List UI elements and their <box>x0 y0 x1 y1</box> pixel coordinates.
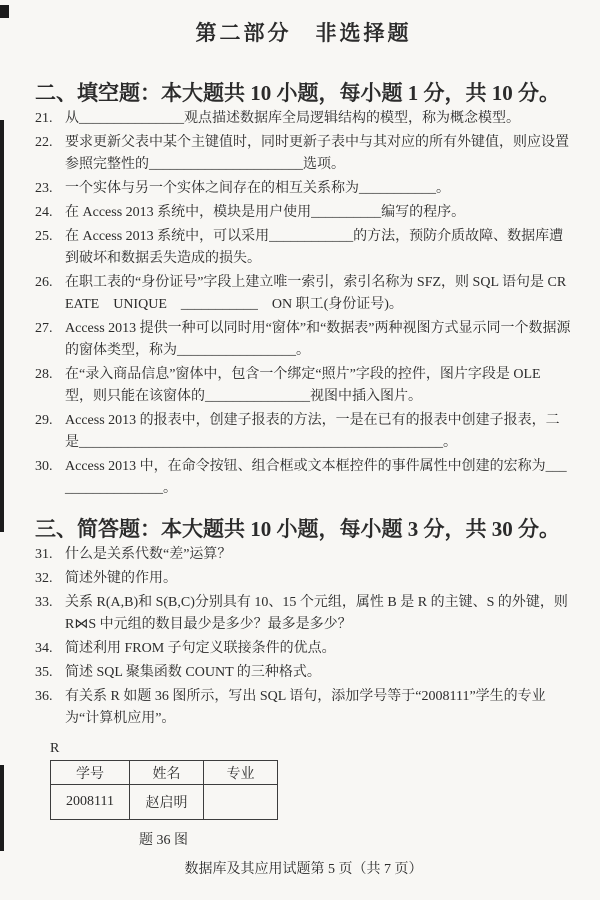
question-number: 33. <box>35 595 53 610</box>
question-31 <box>35 544 572 566</box>
question-text: 简述 SQL 聚集函数 COUNT 的三种格式。 <box>65 665 321 680</box>
column-header-name: 姓名 <box>130 761 204 785</box>
question-29 <box>35 410 572 454</box>
question-number: 27. <box>35 321 53 336</box>
question-text: 从_______________观点描述数据库全局逻辑结构的模型，称为概念模型。 <box>65 111 520 126</box>
question-number: 21. <box>35 111 53 126</box>
question-30 <box>35 456 572 500</box>
relation-name-label: R <box>50 741 60 756</box>
question-number: 26. <box>35 275 53 290</box>
question-35 <box>35 662 572 684</box>
question-text: 简述外键的作用。 <box>65 571 177 586</box>
page-footer: 数据库及其应用试题第 5 页（共 7 页） <box>184 862 423 877</box>
question-34 <box>35 638 572 660</box>
question-number: 28. <box>35 367 53 382</box>
scan-edge-artifact-middle <box>0 120 4 532</box>
question-text: 关系 R(A,B)和 S(B,C)分别具有 10、15 个元组，属性 B 是 R 的主键、S 的外键，则 R⋈S 中元组的数目最少是多少？最多是多少？ <box>65 595 568 632</box>
question-text: 在 Access 2013 系统中，模块是用户使用__________编写的程序。 <box>65 205 466 220</box>
question-text: 一个实体与另一个实体之间存在的相互关系称为___________。 <box>65 181 450 196</box>
table-row <box>51 785 278 820</box>
question-text: 什么是关系代数“差”运算？ <box>65 547 232 562</box>
figure-question-36 <box>50 740 572 850</box>
question-text: 有关系 R 如题 36 图所示，写出 SQL 语句，添加学号等于“2008111”学生的专业为“计算机应用”。 <box>65 689 546 726</box>
cell-name: 赵启明 <box>130 785 204 820</box>
question-27 <box>35 318 572 362</box>
scan-edge-artifact-top <box>0 5 9 18</box>
question-text: 在“录入商品信息”窗体中，包含一个绑定“照片”字段的控件，图片字段是 OLE 型，则只能在该窗体的_______________视图中插入图片。 <box>65 367 541 404</box>
question-number: 34. <box>35 641 53 656</box>
page-title: 第二部分 非选择题 <box>195 21 412 45</box>
question-text: 简述利用 FROM 子句定义联接条件的优点。 <box>65 641 336 656</box>
section-heading-fill-in-blank: 二、填空题：本大题共 10 小题，每小题 1 分，共 10 分。 <box>35 81 560 105</box>
question-text: Access 2013 提供一种可以同时用“窗体”和“数据表”两种视图方式显示同一个数据源的窗体类型，称为_________________。 <box>65 321 571 358</box>
question-28 <box>35 364 572 408</box>
cell-student-id: 2008111 <box>51 785 130 820</box>
short-answer-question-list <box>35 544 572 730</box>
question-text: Access 2013 中，在命令按钮、组合框或文本框控件的事件属性中创建的宏称为_________________。 <box>65 459 567 496</box>
column-header-student-id: 学号 <box>51 761 130 785</box>
question-number: 32. <box>35 571 53 586</box>
question-number: 31. <box>35 547 53 562</box>
question-text: Access 2013 的报表中，创建子报表的方法，一是在已有的报表中创建子报表，二是____________________________________________________。 <box>65 413 560 450</box>
question-number: 22. <box>35 135 53 150</box>
question-number: 29. <box>35 413 53 428</box>
figure-caption: 题 36 图 <box>139 833 188 848</box>
question-21 <box>35 108 572 130</box>
question-36 <box>35 686 572 730</box>
fill-in-blank-question-list <box>35 108 572 500</box>
question-number: 36. <box>35 689 53 704</box>
question-text: 在 Access 2013 系统中，可以采用____________的方法，预防介质故障、数据库遭到破坏和数据丢失造成的损失。 <box>65 229 564 266</box>
question-text: 要求更新父表中某个主键值时，同时更新子表中与其对应的所有外键值，则应设置参照完整性的______________________选项。 <box>65 135 569 172</box>
question-24 <box>35 202 572 224</box>
question-number: 35. <box>35 665 53 680</box>
question-22 <box>35 132 572 176</box>
cell-major <box>204 785 278 820</box>
question-number: 30. <box>35 459 53 474</box>
table-header-row <box>51 761 278 785</box>
question-25 <box>35 226 572 270</box>
question-number: 24. <box>35 205 53 220</box>
column-header-major: 专业 <box>204 761 278 785</box>
relation-table <box>50 760 278 820</box>
question-33 <box>35 592 572 636</box>
scan-edge-artifact-bottom <box>0 765 4 851</box>
question-text: 在职工表的“身份证号”字段上建立唯一索引，索引名称为 SFZ，则 SQL 语句是 CREATE UNIQUE ___________ ON 职工(身份证号)。 <box>65 275 567 312</box>
section-heading-short-answer: 三、简答题：本大题共 10 小题，每小题 3 分，共 30 分。 <box>35 517 560 541</box>
question-number: 25. <box>35 229 53 244</box>
question-number: 23. <box>35 181 53 196</box>
question-32 <box>35 568 572 590</box>
question-23 <box>35 178 572 200</box>
question-26 <box>35 272 572 316</box>
